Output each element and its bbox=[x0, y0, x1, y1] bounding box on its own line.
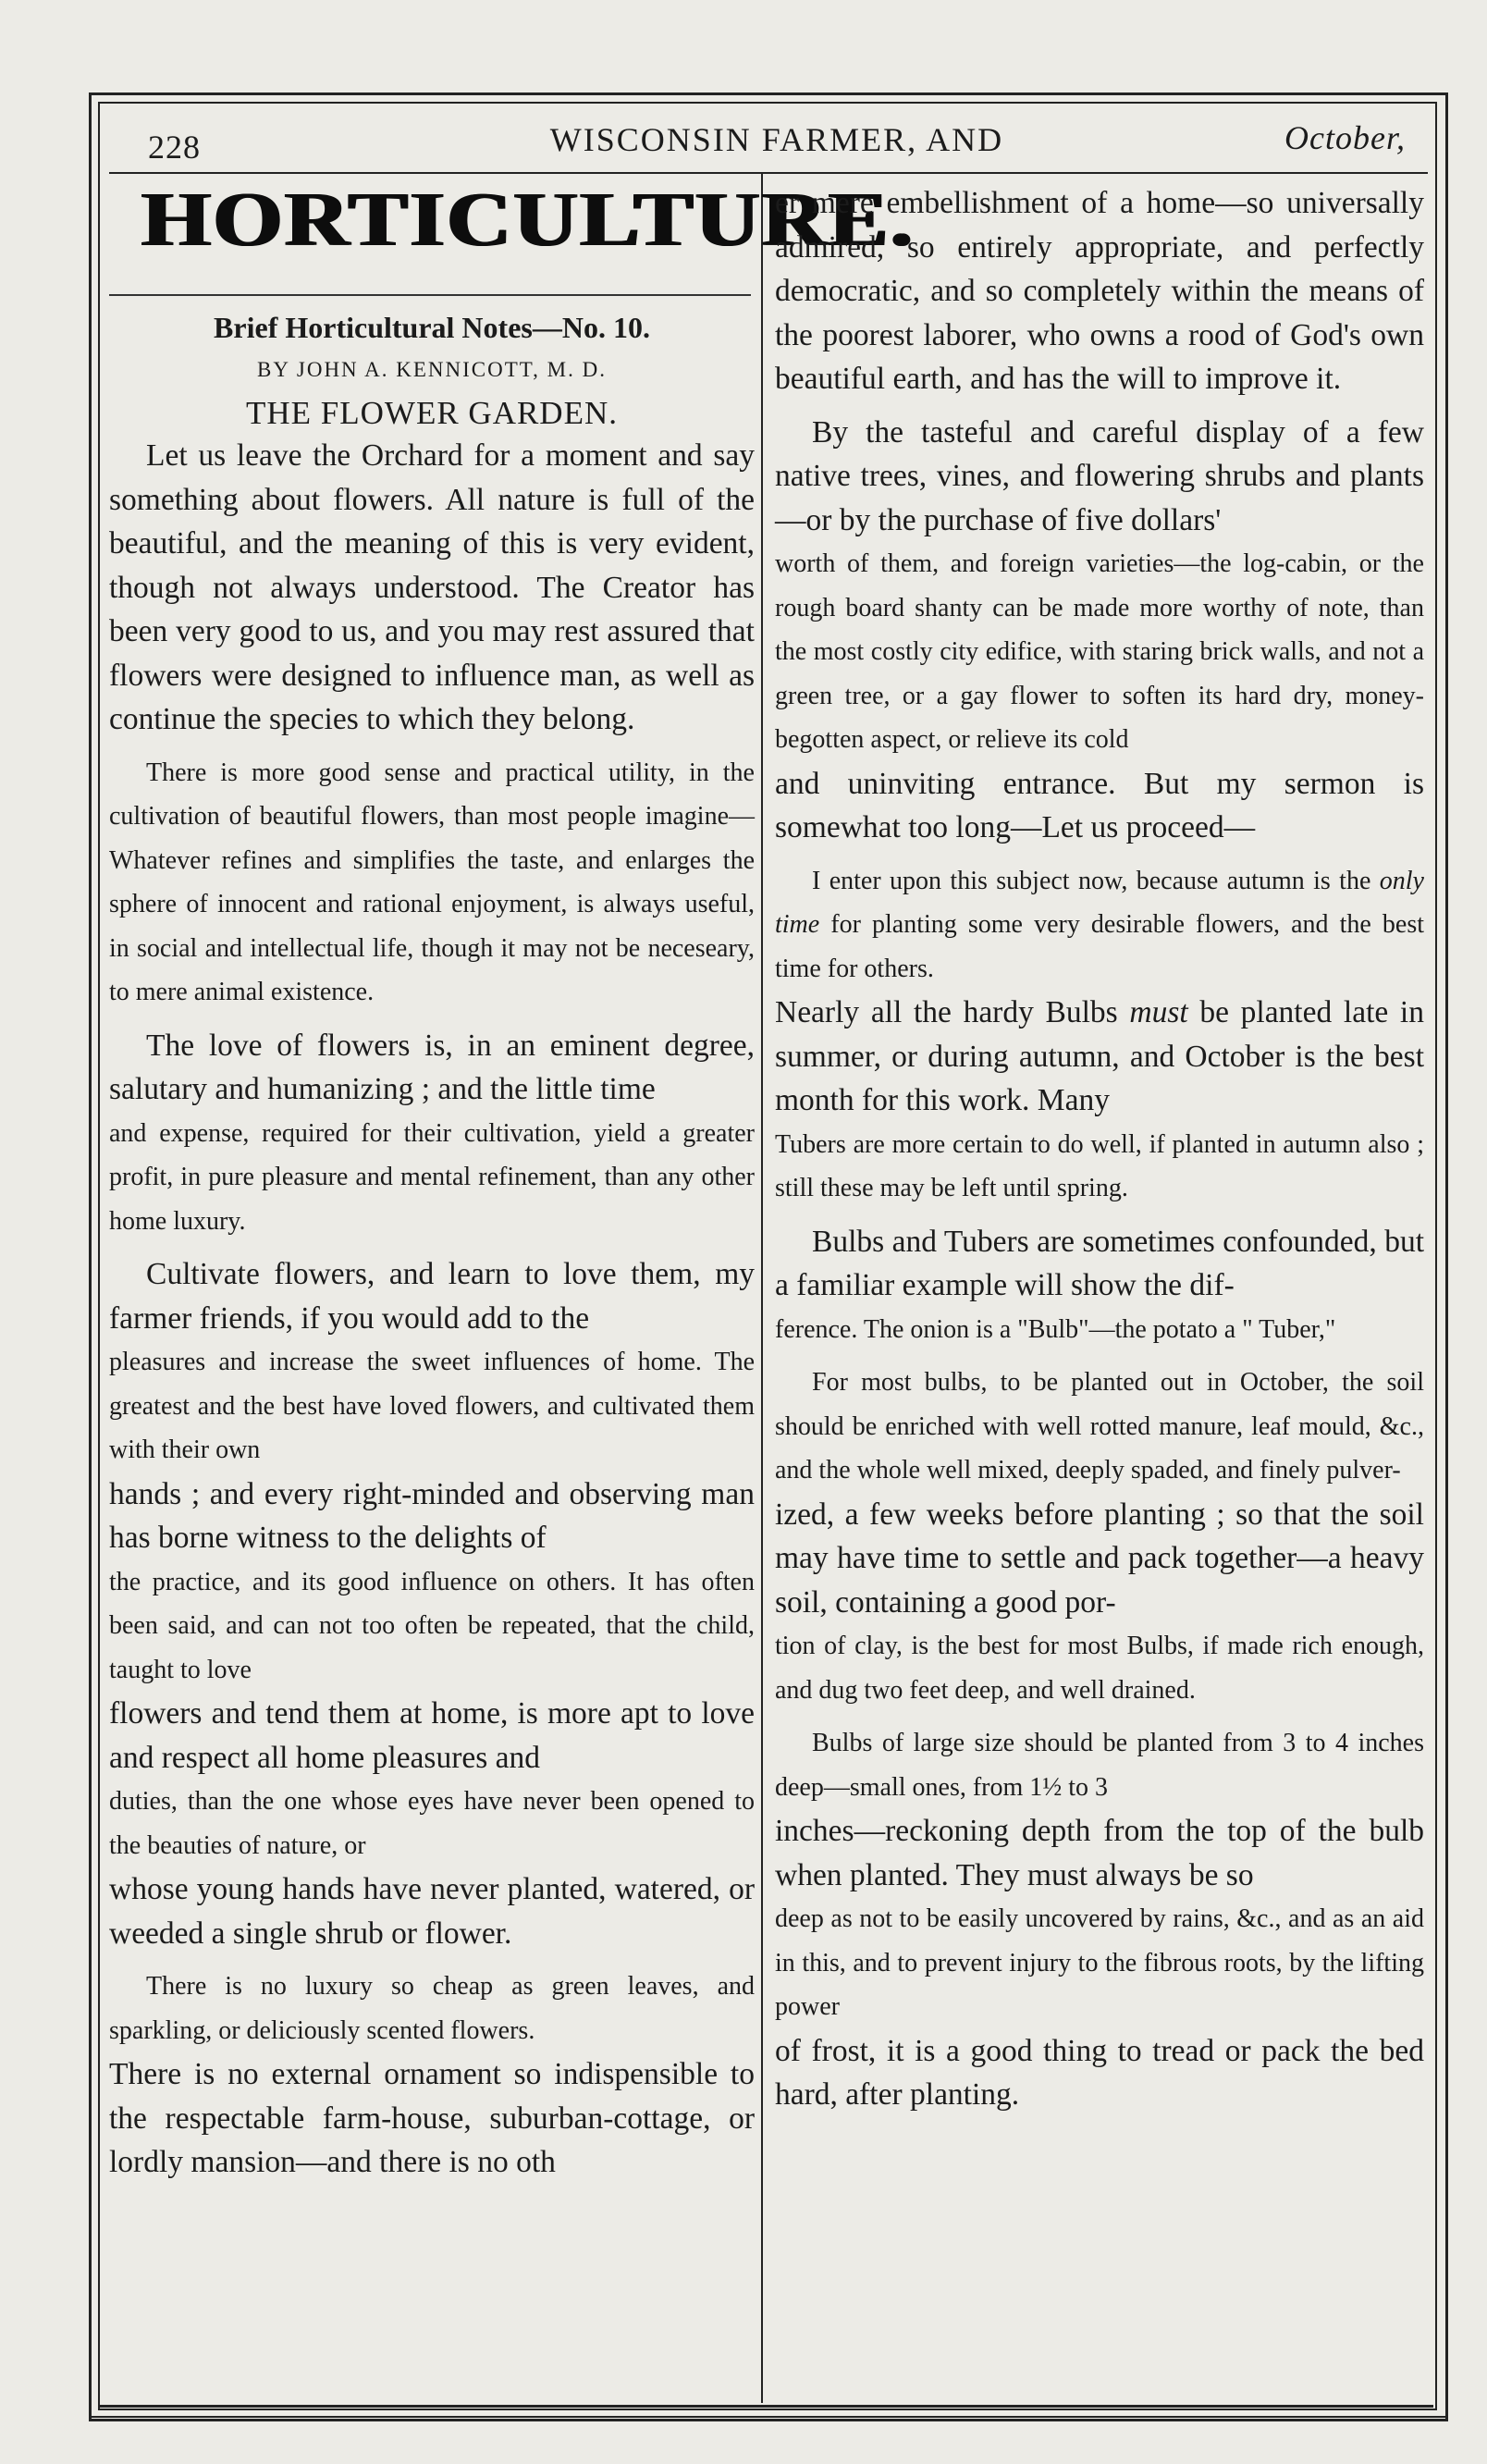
paragraph: For most bulbs, to be planted out in October, the soil should be enriched with well rotted manure, leaf mould, &c., and the whole well mixed, deeply spaded, and finely pulver- bbox=[775, 1368, 1424, 1485]
paragraph: inches—reckoning depth from the top of the bulb when planted. They must always be so bbox=[775, 1814, 1424, 1892]
page-number: 228 bbox=[148, 129, 201, 166]
article-byline: BY JOHN A. KENNICOTT, M. D. bbox=[257, 358, 607, 381]
column-divider bbox=[761, 174, 763, 2403]
left-column bbox=[109, 177, 915, 2401]
paragraph: The love of flowers is, in an eminent degree, salutary and humanizing ; and the little time bbox=[109, 1028, 755, 1106]
paragraph bbox=[775, 859, 1424, 992]
paragraph: hands ; and every right-minded and observing man has borne witness to the delights of bbox=[109, 1476, 755, 1555]
bottom-rule bbox=[98, 2405, 1433, 2408]
paragraph: pleasures and increase the sweet influences of home. The greatest and the best have loved flowers, and cultivated them with their own bbox=[109, 1348, 755, 1464]
paragraph: By the tasteful and careful display of a few native trees, vines, and flowering shrubs and plants—or by the purchase of five dollars' bbox=[775, 414, 1424, 537]
paragraph: Bulbs and Tubers are sometimes confounded, but a familiar example will show the dif- bbox=[775, 1224, 1424, 1302]
journal-title: WISCONSIN FARMER, AND bbox=[549, 121, 1004, 158]
paragraph: worth of them, and foreign varieties—the log-cabin, or the rough board shanty can be made more worthy of note, than the most costly city edifice, with staring brick walls, and not a green tree, or a gay flower to soften its hard dry, money-begotten aspect, or relieve its cold bbox=[775, 549, 1424, 754]
section-heading: HORTICULTURE. bbox=[141, 177, 915, 263]
paragraph: duties, than the one whose eyes have never been opened to the beauties of nature, or bbox=[109, 1787, 755, 1860]
paragraph: flowers and tend them at home, is more apt to love and respect all home pleasures and bbox=[109, 1696, 755, 1775]
text-run: Nearly all the hardy Bulbs bbox=[775, 995, 1130, 1029]
paragraph: the practice, and its good influence on others. It has often been said, and can not too often be repeated, that the child, taught to love bbox=[109, 1567, 755, 1684]
text-run: I enter upon this subject now, because autumn is the bbox=[812, 866, 1380, 895]
italic-emphasis: only time bbox=[775, 866, 1424, 939]
paragraph: and expense, required for their cultivation, yield a greater profit, in pure pleasure and mental refinement, than any other home luxury. bbox=[109, 1118, 755, 1236]
paragraph: deep as not to be easily uncovered by rains, &c., and as an aid in this, and to prevent injury to the fibrous roots, by the lifting power bbox=[775, 1904, 1424, 2021]
paragraph: Tubers are more certain to do well, if planted in autumn also ; still these may be left until spring. bbox=[775, 1129, 1424, 1202]
article-title: Brief Horticultural Notes—No. 10. bbox=[214, 311, 650, 344]
paragraph: Let us leave the Orchard for a moment and say something about flowers. All nature is full of the beautiful, and the meaning of this is very evident, though not always understood. The Creator has been very good to us, and you may rest assured that flowers were designed to influence man, as well as continue the species to which they belong. bbox=[109, 438, 755, 736]
paragraph: There is no luxury so cheap as green leaves, and sparkling, or deliciously scented flowers. bbox=[109, 1972, 755, 2045]
paragraph: er mere embellishment of a home—so universally admired, so entirely appropriate, and perfectly democratic, and so completely within the means of the poorest laborer, who owns a rood of God's own beautiful earth, and has the will to improve it. bbox=[775, 186, 1424, 396]
paragraph: tion of clay, is the best for most Bulbs, if made rich enough, and dug two feet deep, and well drained. bbox=[775, 1632, 1424, 1705]
paragraph: There is more good sense and practical utility, in the cultivation of beautiful flowers, than most people imagine—Whatever refines and simplifies the taste, and enlarges the sphere of innocent and rational enjoyment, is always useful, in social and intellectual life, though it may not be neceseary, to mere animal existence. bbox=[109, 758, 755, 1006]
paragraph bbox=[775, 991, 1424, 1123]
paragraph: Bulbs of large size should be planted from 3 to 4 inches deep—small ones, from 1½ to 3 bbox=[775, 1729, 1424, 1802]
text-run: be planted late in summer, or during autumn, and October is the best month for this work. Many bbox=[775, 995, 1424, 1117]
paragraph: There is no external ornament so indispensible to the respectable farm-house, suburban-cottage, or lordly mansion—and there is no oth bbox=[109, 2057, 755, 2179]
issue-month: October, bbox=[1284, 119, 1406, 156]
header-rule bbox=[109, 172, 1428, 174]
italic-emphasis: must bbox=[1129, 995, 1188, 1029]
paragraph: whose young hands have never planted, watered, or weeded a single shrub or flower. bbox=[109, 1872, 755, 1951]
text-run: for planting some very desirable flowers, and the best time for others. bbox=[775, 910, 1424, 983]
section-rule bbox=[109, 294, 751, 296]
paragraph: and uninviting entrance. But my sermon is somewhat too long—Let us proceed— bbox=[775, 766, 1424, 844]
running-header bbox=[148, 115, 1406, 176]
bottom-rule-outer bbox=[89, 2416, 1448, 2418]
paragraph: of frost, it is a good thing to tread or pack the bed hard, after planting. bbox=[775, 2033, 1424, 2112]
paragraph: ized, a few weeks before planting ; so that the soil may have time to settle and pack together—a heavy soil, containing a good por- bbox=[775, 1497, 1424, 1620]
right-column bbox=[775, 181, 1424, 2401]
paragraph: ference. The onion is a "Bulb"—the potato a " Tuber," bbox=[775, 1314, 1336, 1344]
article-subtitle: THE FLOWER GARDEN. bbox=[246, 395, 618, 431]
paragraph: Cultivate flowers, and learn to love them, my farmer friends, if you would add to the bbox=[109, 1257, 755, 1336]
